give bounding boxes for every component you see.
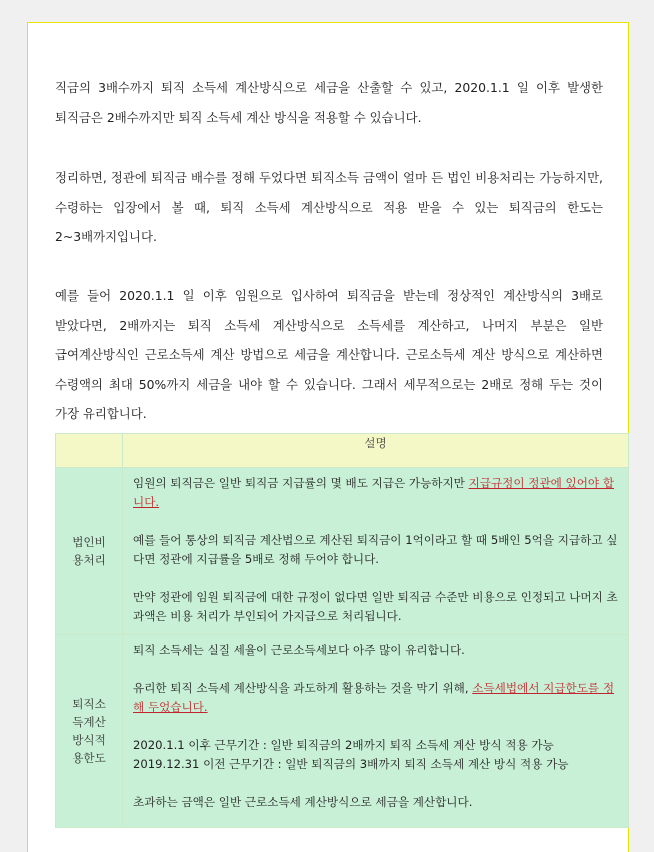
description-text: 퇴직 소득세는 실질 세율이 근로소득세보다 아주 많이 유리합니다. — [133, 643, 465, 657]
header-title-cell: 설명 — [123, 434, 629, 468]
description-text: 임원의 퇴직금은 일반 퇴직금 지급률의 몇 배도 지급은 가능하지만 지급규정이 정관에 있어야 합니다. — [133, 476, 615, 509]
description-text: 만약 정관에 임원 퇴직금에 대한 규정이 없다면 일반 퇴직금 수준만 비용으로 인정되고 나머지 초과액은 비용 처리가 부인되어 가지급으로 처리됩니다. — [133, 590, 618, 623]
table-header-row — [56, 434, 629, 468]
description-text: 초과하는 금액은 일반 근로소득세 계산방식으로 세금을 계산합니다. — [133, 795, 473, 809]
document-page — [27, 22, 629, 852]
header-empty-cell — [56, 434, 123, 468]
category-cell — [56, 635, 123, 828]
category-cell — [56, 468, 123, 635]
description-text: 유리한 퇴직 소득세 계산방식을 과도하게 활용하는 것을 막기 위해, 소득세법에서 지급한도를 정해 두었습니다. — [133, 681, 615, 714]
table-row — [56, 468, 629, 635]
description-cell — [123, 635, 629, 828]
description-cell — [123, 468, 629, 635]
paragraph-1: 직금의 3배수까지 퇴직 소득세 계산방식으로 세금을 산출할 수 있고, 2020.1.1 일 이후 발생한 퇴직금은 2배수까지만 퇴직 소득세 계산 방식을 적용할 수 있습니다. — [55, 80, 603, 125]
paragraph-2: 정리하면, 정관에 퇴직금 배수를 정해 두었다면 퇴직소득 금액이 얼마 든 법인 비용처리는 가능하지만, 수령하는 입장에서 볼 때, 퇴직 소득세 계산방식으로 적용 받을 수 있는 퇴직금의 한도는 2~3배까지입니다. — [55, 170, 603, 244]
description-text: 2020.1.1 이후 근무기간 : 일반 퇴직금의 2배까지 퇴직 소득세 계산 방식 적용 가능 2019.12.31 이전 근무기간 : 일반 퇴직금의 3배까지 퇴직 소득세 계산 방식 적용 가능 — [133, 738, 569, 771]
category-label: 퇴직소득계산방식적용한도 — [72, 697, 106, 765]
explanation-table — [55, 433, 629, 828]
description-text: 예를 들어 통상의 퇴직금 계산법으로 계산된 퇴직금이 1억이라고 할 때 5배인 5억을 지급하고 싶다면 정관에 지급률을 5배로 정해 두어야 합니다. — [133, 533, 618, 566]
paragraph-3: 예를 들어 2020.1.1 일 이후 임원으로 입사하여 퇴직금을 받는데 정상적인 계산방식의 3배로 받았다면, 2배까지는 퇴직 소득세 계산방식으로 소득세를 계산하고, 나머지 부분은 일반 급여계산방식인 근로소득세 계산 방법으로 세금을 계산합니다. 근로소득세 계산 방식으로 계산하면 수령액의 최대 50%까지 세금을 내야 할 수 있습니다. 그래서 세무적으로는 2배로 정해 두는 것이 가장 유리합니다. — [55, 288, 603, 421]
highlight-text: 소득세법에서 지급한도를 정해 두었습니다. — [133, 681, 615, 714]
category-label: 법인비용처리 — [72, 535, 106, 567]
table-row — [56, 635, 629, 828]
highlight-text: 지급규정이 정관에 있어야 합니다. — [133, 476, 615, 509]
